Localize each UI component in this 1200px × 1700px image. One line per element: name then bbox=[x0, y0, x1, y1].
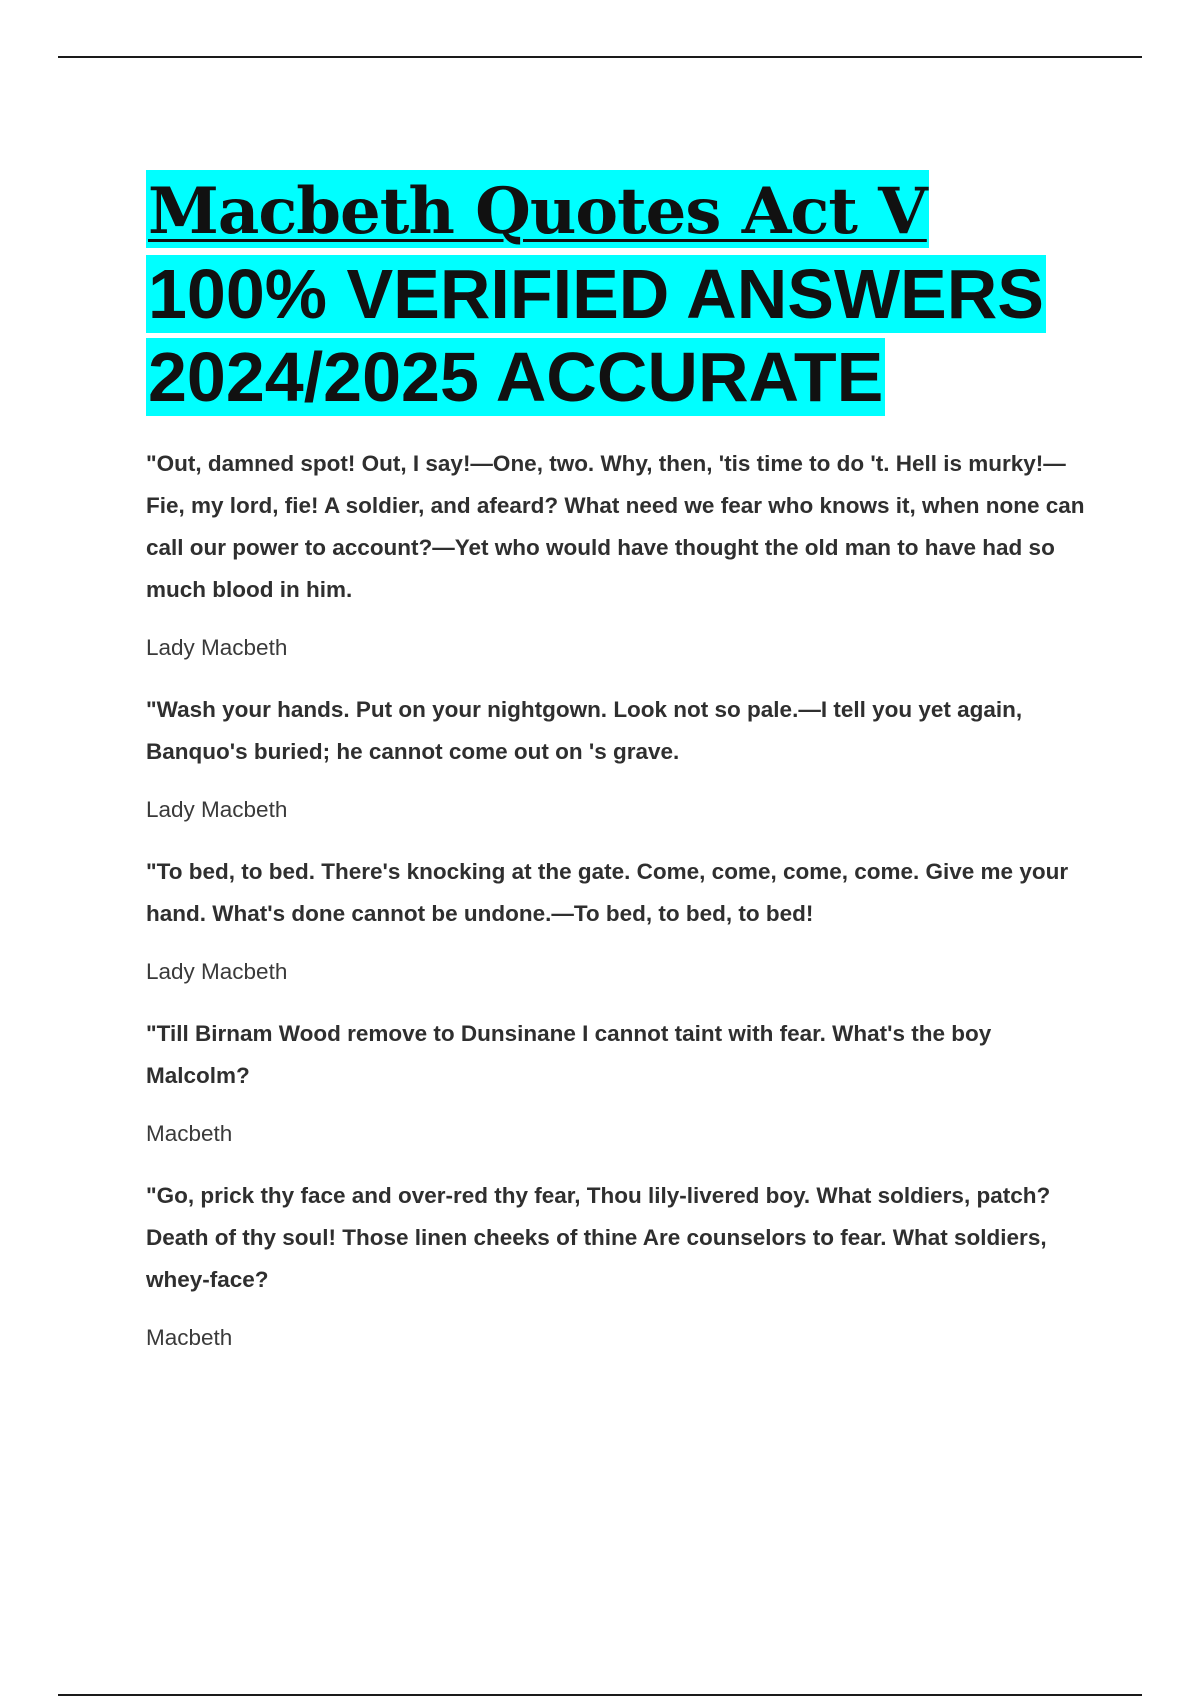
quote-text: "Go, prick thy face and over-red thy fear, Thou lily-livered boy. What soldiers, patch? Death of thy soul! Those linen cheeks of thine Are counselors to fear. What soldiers, whey-face? bbox=[146, 1183, 1051, 1292]
qa-item bbox=[146, 443, 1096, 663]
qa-item bbox=[146, 689, 1096, 825]
title-rest: 100% VERIFIED ANSWERS 2024/2025 ACCURATE bbox=[148, 255, 1044, 416]
speaker-answer: Macbeth bbox=[146, 1325, 233, 1350]
footer-rule bbox=[58, 1694, 1142, 1696]
speaker-answer: Macbeth bbox=[146, 1121, 233, 1146]
qa-item bbox=[146, 1013, 1096, 1149]
header-rule bbox=[58, 56, 1142, 58]
quote-text: "To bed, to bed. There's knocking at the gate. Come, come, come, come. Give me your hand. What's done cannot be undone.—To bed, to bed, to bed! bbox=[146, 859, 1069, 926]
qa-list bbox=[146, 443, 1096, 1353]
speaker-answer: Lady Macbeth bbox=[146, 959, 288, 984]
quote-text: "Till Birnam Wood remove to Dunsinane I cannot taint with fear. What's the boy Malcolm? bbox=[146, 1021, 992, 1088]
quote-text: "Wash your hands. Put on your nightgown. Look not so pale.—I tell you yet again, Banquo's buried; he cannot come out on 's grave. bbox=[146, 697, 1023, 764]
speaker-answer: Lady Macbeth bbox=[146, 797, 288, 822]
qa-item bbox=[146, 851, 1096, 987]
speaker-answer: Lady Macbeth bbox=[146, 635, 288, 660]
qa-item bbox=[146, 1175, 1096, 1353]
title-underlined-part: Macbeth Quotes Act V bbox=[148, 174, 927, 249]
document-title bbox=[146, 168, 1096, 419]
document-body bbox=[146, 168, 1096, 1379]
quote-text: "Out, damned spot! Out, I say!—One, two. Why, then, 'tis time to do 't. Hell is murky!—Fie, my lord, fie! A soldier, and afeard? What need we fear who knows it, when none can call our power to account?—Yet who would have thought the old man to have had so much blood in him. bbox=[146, 451, 1085, 602]
